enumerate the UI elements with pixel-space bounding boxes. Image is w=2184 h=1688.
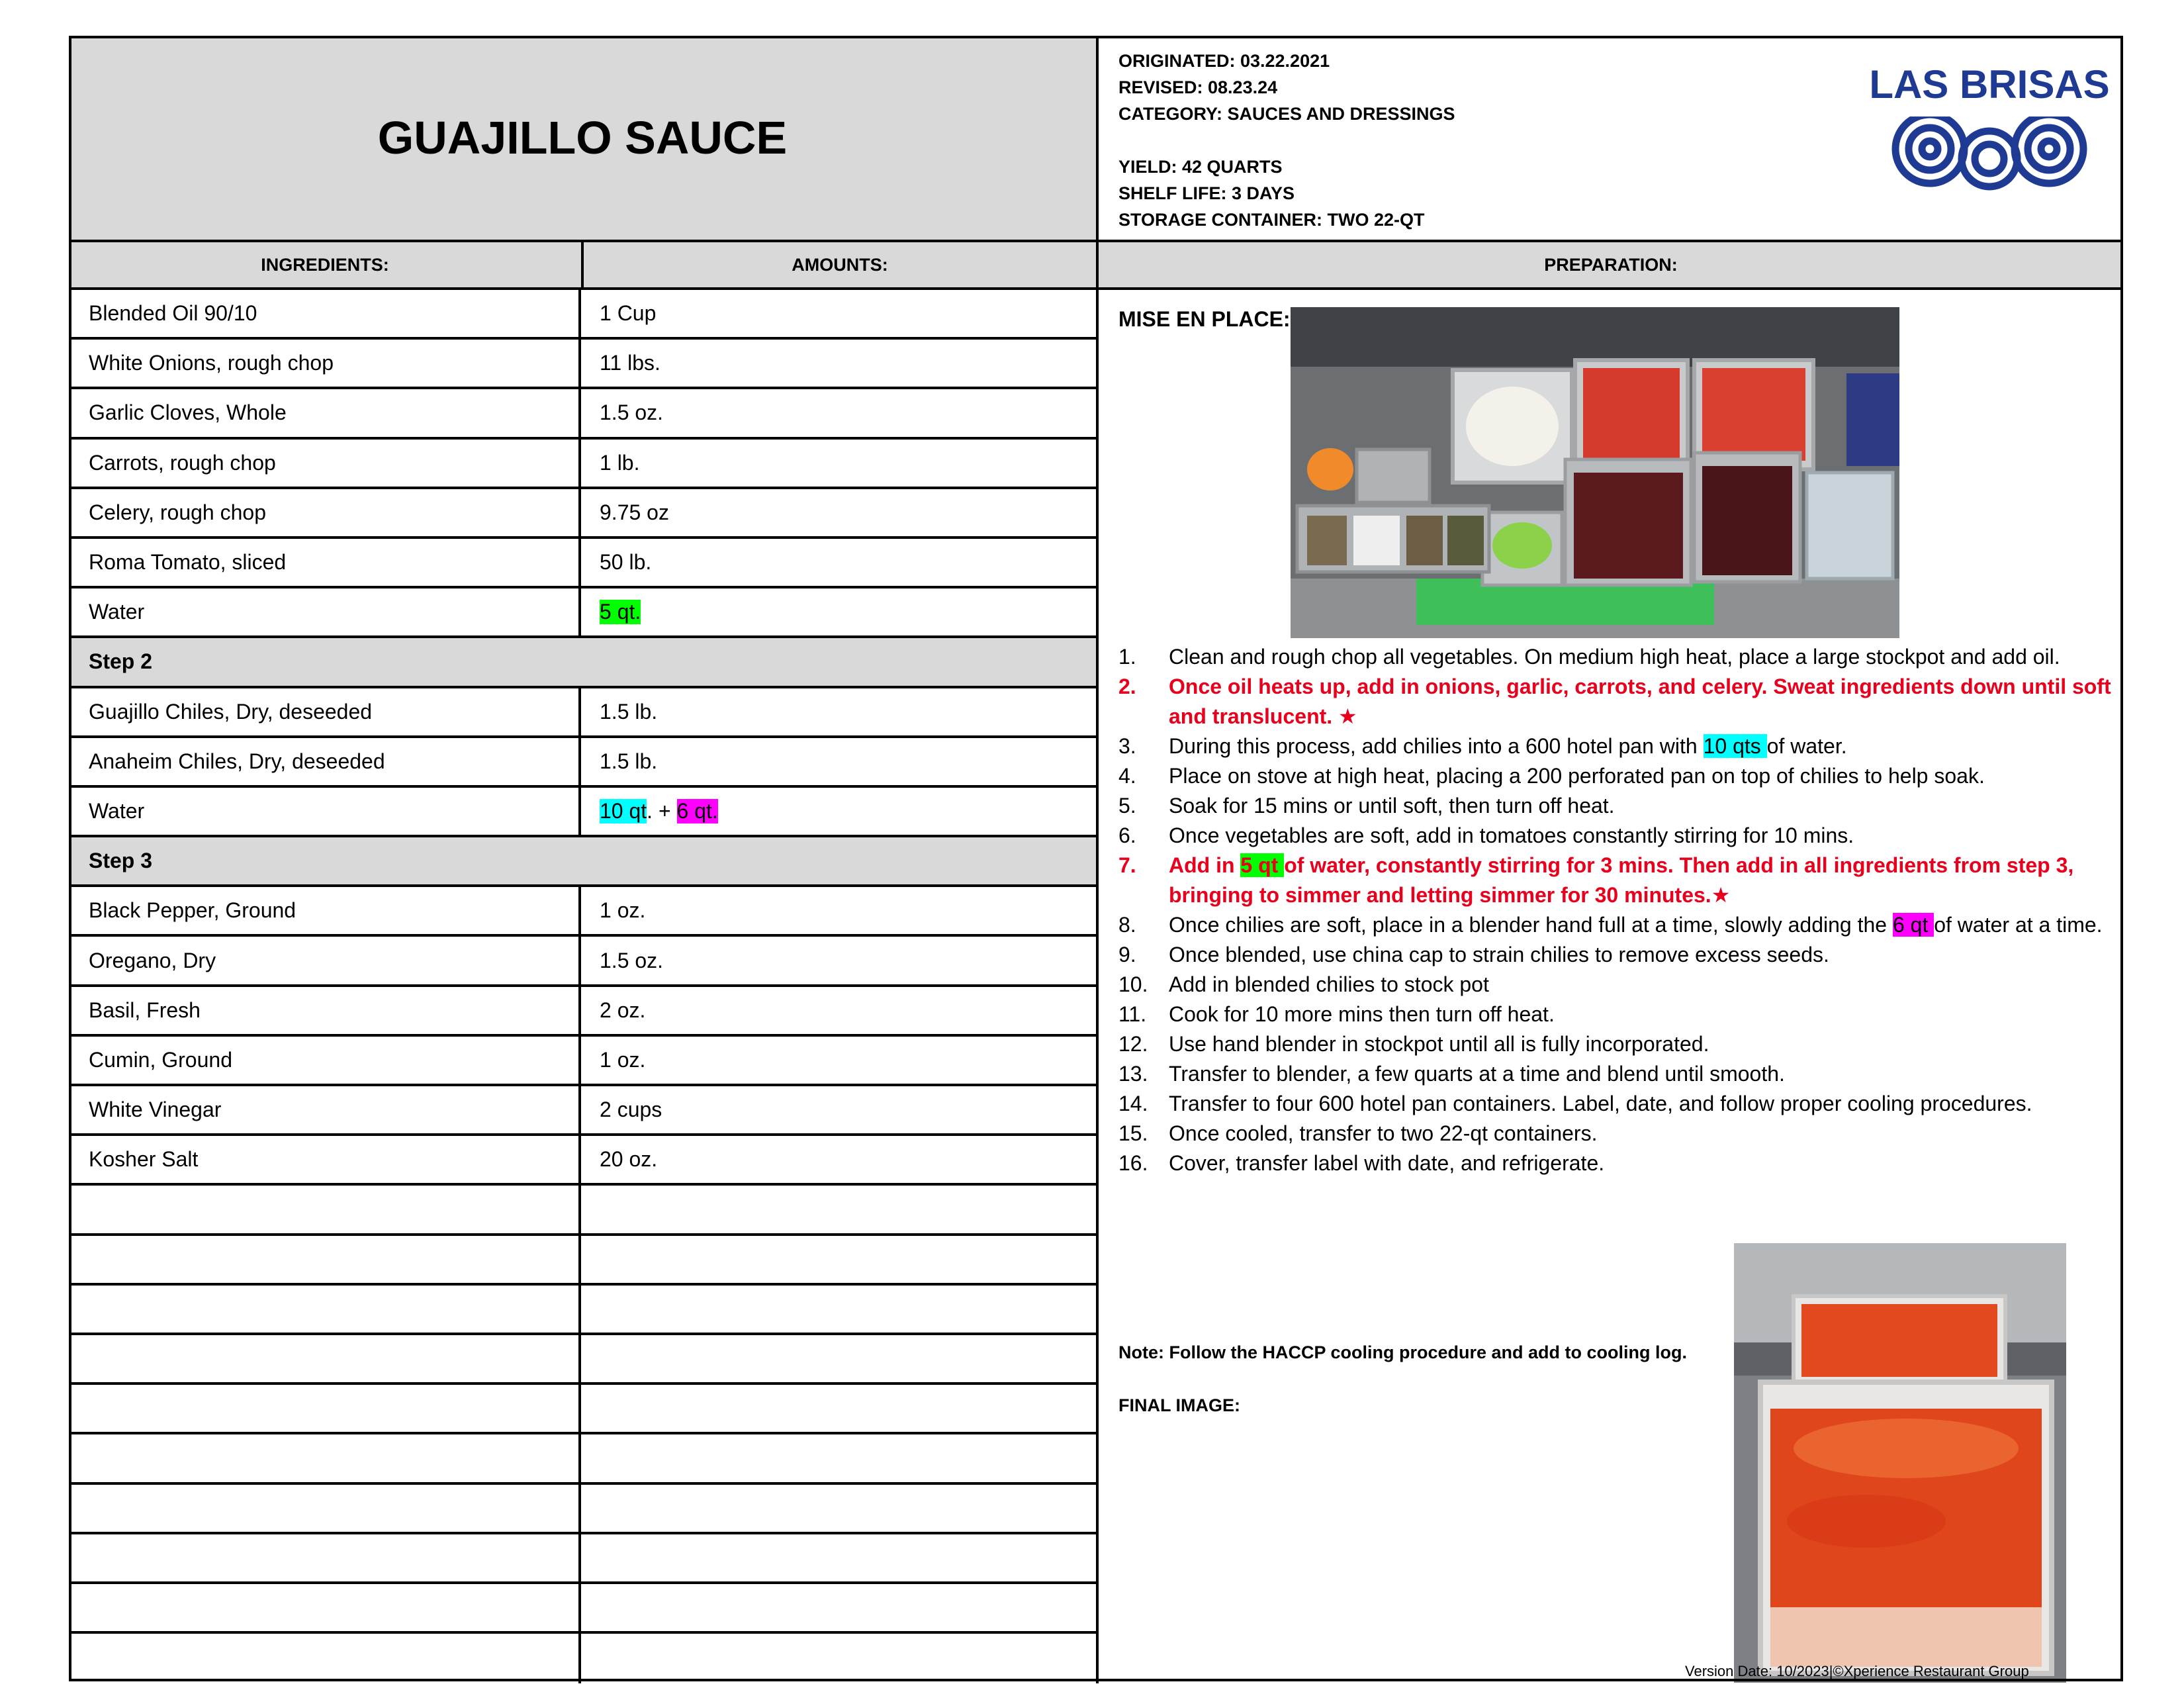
amounts-header: AMOUNTS:	[584, 242, 1099, 290]
step-text-part: of water, constantly stirring for 3 mins. Then add in all ingredients from step 3, bringing to simmer and letting simmer for 30 minutes.★	[1169, 853, 2074, 907]
step-number: 2.	[1118, 675, 1136, 698]
step-number: 13.	[1118, 1062, 1148, 1086]
step-number: 6.	[1118, 823, 1136, 847]
ingredient-amount: 1.5 lb.	[600, 699, 658, 724]
step-text: Place on stove at high heat, placing a 200 perforated pan on top of chilies to help soak.	[1169, 764, 1985, 788]
step-text-part: During this process, add chilies into a 600 hotel pan with	[1169, 734, 1704, 758]
ingredient-amount: 2 oz.	[600, 998, 646, 1022]
step-number: 16.	[1118, 1151, 1148, 1175]
step-number: 8.	[1118, 913, 1136, 937]
ingredient-name: Kosher Salt	[69, 1136, 581, 1183]
ingredient-name: Garlic Cloves, Whole	[69, 389, 581, 436]
shelf-life: SHELF LIFE: 3 DAYS	[1118, 183, 1295, 203]
step-text-part: of water.	[1766, 734, 1847, 758]
amount-separator: . +	[647, 798, 677, 823]
step-label: Step 2	[89, 649, 153, 674]
ingredient-amount: 1 oz.	[600, 898, 646, 923]
step-number: 4.	[1118, 764, 1136, 788]
ingredient-amount: 9.75 oz	[600, 500, 669, 524]
ingredient-name: Roma Tomato, sliced	[69, 539, 581, 586]
recipe-sheet	[69, 36, 2123, 1681]
ingredient-name: Celery, rough chop	[69, 489, 581, 536]
ingredients-header: INGREDIENTS:	[69, 242, 584, 290]
step-text-part: Add in	[1169, 853, 1241, 877]
step-number: 1.	[1118, 645, 1136, 669]
step-text: Soak for 15 mins or until soft, then turn off heat.	[1169, 794, 1615, 818]
step-number: 9.	[1118, 943, 1136, 966]
ingredient-amount: 1 oz.	[600, 1047, 646, 1072]
ingredient-amount: 50 lb.	[600, 550, 652, 575]
ingredient-amount: 11 lbs.	[600, 351, 660, 375]
step-text: Once oil heats up, add in onions, garlic, carrots, and celery. Sweat ingredients down until soft and translucent. ★	[1169, 675, 2111, 728]
step-number: 3.	[1118, 734, 1136, 758]
amount-part-b: 6 qt.	[676, 798, 718, 823]
mise-en-place-label: MISE EN PLACE:	[1118, 307, 1291, 331]
step-number: 11.	[1118, 1002, 1147, 1026]
step-text: Add in blended chilies to stock pot	[1169, 972, 1489, 996]
ingredient-amount: 1 Cup	[600, 301, 657, 326]
step-text: Clean and rough chop all vegetables. On medium high heat, place a large stockpot and add oil.	[1169, 645, 2060, 669]
step-text: Cook for 10 more mins then turn off heat.	[1169, 1002, 1555, 1026]
preparation-header: PREPARATION:	[1099, 242, 2123, 290]
step-number: 5.	[1118, 794, 1136, 818]
ingredient-name: Water	[69, 788, 581, 835]
ingredient-name: Carrots, rough chop	[69, 440, 581, 487]
step-number: 12.	[1118, 1032, 1148, 1056]
ingredient-amount: 2 cups	[600, 1098, 662, 1122]
final-image-label: FINAL IMAGE:	[1118, 1395, 1240, 1415]
ingredient-name: Guajillo Chiles, Dry, deseeded	[69, 688, 581, 735]
version-footer: Version Date: 10/2023|©Xperience Restaurant Group	[1685, 1663, 2029, 1679]
step-text-part: of water at a time.	[1934, 913, 2103, 937]
sheet-border	[69, 36, 2123, 1681]
ingredient-name: Oregano, Dry	[69, 937, 581, 984]
step-text: Transfer to four 600 hotel pan containers. Label, date, and follow proper cooling procedures.	[1169, 1092, 2032, 1115]
ingredient-amount: 1 lb.	[600, 450, 640, 475]
highlight-6-qt: 6 qt	[1892, 913, 1934, 937]
step-text: Once blended, use china cap to strain chilies to remove excess seeds.	[1169, 943, 1829, 966]
ingredient-amount: 20 oz.	[600, 1147, 658, 1172]
ingredient-name: Water	[69, 588, 581, 635]
highlight-5-qt: 5 qt	[1240, 853, 1285, 877]
ingredient-amount: 1.5 lb.	[600, 749, 658, 773]
step-text-part: Once chilies are soft, place in a blender hand full at a time, slowly adding the	[1169, 913, 1893, 937]
originated-date: ORIGINATED: 03.22.2021	[1118, 51, 1330, 71]
highlight-10-qts: 10 qts	[1703, 734, 1767, 758]
step-number: 14.	[1118, 1092, 1148, 1115]
ingredient-name: White Vinegar	[69, 1086, 581, 1133]
ingredient-amount: 5 qt.	[600, 600, 641, 624]
step-text: Once vegetables are soft, add in tomatoes constantly stirring for 10 mins.	[1169, 823, 1854, 847]
storage-container: STORAGE CONTAINER: TWO 22-QT	[1118, 210, 1425, 230]
step-text: Once cooled, transfer to two 22-qt containers.	[1169, 1121, 1598, 1145]
step-text: Cover, transfer label with date, and refrigerate.	[1169, 1151, 1605, 1175]
step-number: 15.	[1118, 1121, 1148, 1145]
step-number: 10.	[1118, 972, 1148, 996]
step-text: Use hand blender in stockpot until all is fully incorporated.	[1169, 1032, 1709, 1056]
ingredient-name: White Onions, rough chop	[69, 340, 581, 387]
ingredient-name: Anaheim Chiles, Dry, deseeded	[69, 738, 581, 785]
yield: YIELD: 42 QUARTS	[1118, 157, 1283, 177]
ingredient-name: Black Pepper, Ground	[69, 887, 581, 934]
amount-part-a: 10 qt	[600, 798, 647, 823]
ingredient-name: Basil, Fresh	[69, 987, 581, 1034]
ingredient-name: Cumin, Ground	[69, 1037, 581, 1084]
revised-date: REVISED: 08.23.24	[1118, 77, 1278, 97]
ingredient-amount: 1.5 oz.	[600, 400, 664, 425]
svg-text:LAS BRISAS: LAS BRISAS	[1869, 62, 2110, 107]
ingredient-amount: 1.5 oz.	[600, 948, 664, 972]
recipe-title: GUAJILLO SAUCE	[377, 112, 788, 164]
ingredient-name: Blended Oil 90/10	[69, 290, 581, 337]
step-text: Transfer to blender, a few quarts at a time and blend until smooth.	[1169, 1062, 1785, 1086]
step-label: Step 3	[89, 849, 153, 873]
haccp-note: Note: Follow the HACCP cooling procedure and add to cooling log.	[1118, 1342, 1687, 1362]
category: CATEGORY: SAUCES AND DRESSINGS	[1118, 104, 1455, 124]
step-number: 7.	[1118, 853, 1136, 877]
